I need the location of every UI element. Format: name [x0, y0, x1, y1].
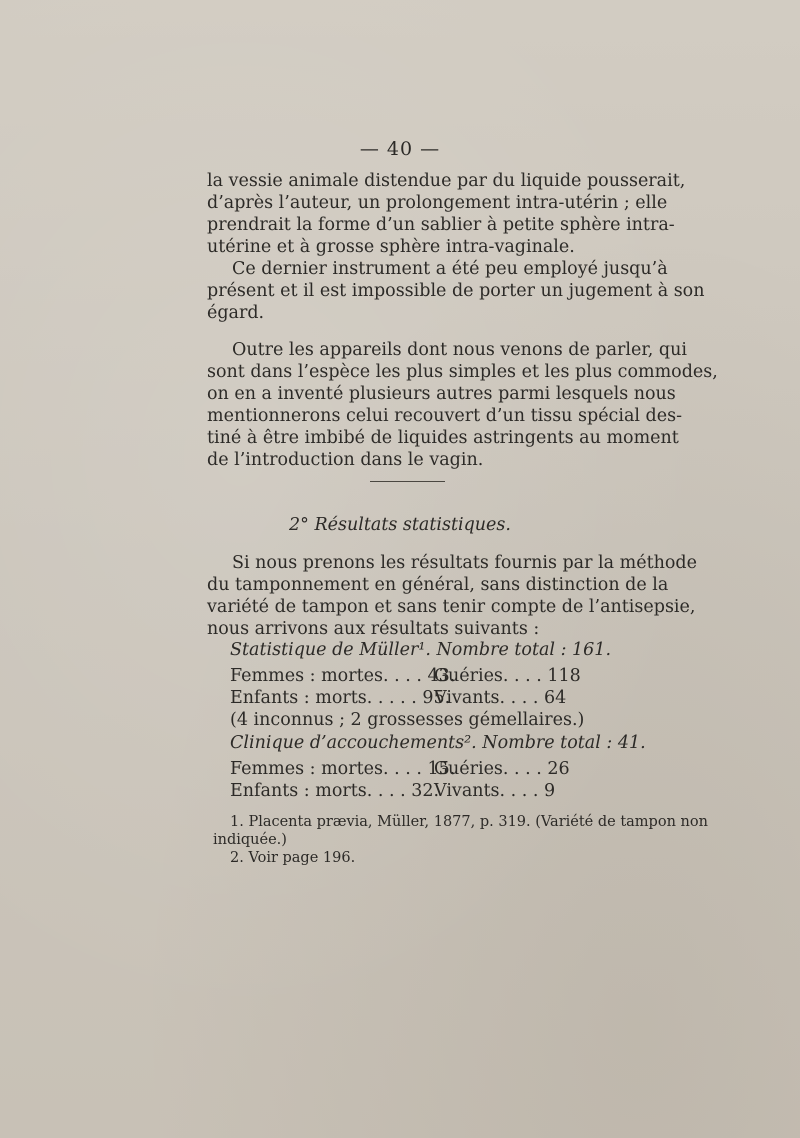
stat-row-label: Enfants : morts. . . . 32.	[230, 781, 440, 801]
text-line: nous arrivons aux résultats suivants :	[207, 619, 540, 639]
text-line: tiné à être imbibé de liquides astringents au moment	[207, 428, 679, 448]
text-line: présent et il est impossible de porter un jugement à son	[207, 281, 705, 301]
text-line: variété de tampon et sans tenir compte de l’antisepsie,	[207, 597, 696, 617]
stat-title: Statistique de Müller¹. Nombre total : 161.	[230, 640, 612, 660]
text-line: sont dans l’espèce les plus simples et les plus commodes,	[207, 362, 718, 382]
text-line: prendrait la forme d’un sablier à petite sphère intra-	[207, 215, 675, 235]
stat-row-value: Vivants. . . . 9	[434, 781, 556, 801]
text-line: égard.	[207, 303, 265, 323]
text-line: du tamponnement en général, sans distinction de la	[207, 575, 669, 595]
footnote: indiquée.)	[213, 832, 287, 848]
text-line: de l’introduction dans le vagin.	[207, 450, 484, 470]
page-number: — 40 —	[359, 138, 441, 160]
stat-row-value: Guéries. . . . 26	[434, 759, 570, 779]
stat-note: (4 inconnus ; 2 grossesses gémellaires.)	[230, 710, 585, 730]
text-line: utérine et à grosse sphère intra-vaginale.	[207, 237, 575, 257]
stat-title: Clinique d’accouchements². Nombre total : 41.	[230, 733, 646, 753]
stat-row-value: Vivants. . . . 64	[434, 688, 567, 708]
section-heading: 2° Résultats statistiques.	[289, 515, 511, 535]
text-line: Outre les appareils dont nous venons de parler, qui	[232, 340, 687, 360]
stat-row-value: Guéries. . . . 118	[434, 666, 581, 686]
text-line: d’après l’auteur, un prolongement intra-utérin ; elle	[207, 193, 668, 213]
text-line: on en a inventé plusieurs autres parmi lesquels nous	[207, 384, 676, 404]
text-line: mentionnerons celui recouvert d’un tissu spécial des-	[207, 406, 682, 426]
stat-row-label: Femmes : mortes. . . . 43.	[230, 666, 456, 686]
stat-row-label: Enfants : morts. . . . . 95.	[230, 688, 451, 708]
footnote: 2. Voir page 196.	[230, 850, 356, 866]
footnote: 1. Placenta prævia, Müller, 1877, p. 319. (Variété de tampon non	[230, 814, 708, 830]
stat-row-label: Femmes : mortes. . . . 15.	[230, 759, 456, 779]
text-line: Si nous prenons les résultats fournis par la méthode	[232, 553, 697, 573]
text-line: la vessie animale distendue par du liquide pousserait,	[207, 171, 686, 191]
separator-rule	[370, 481, 445, 482]
text-line: Ce dernier instrument a été peu employé jusqu’à	[232, 259, 668, 279]
